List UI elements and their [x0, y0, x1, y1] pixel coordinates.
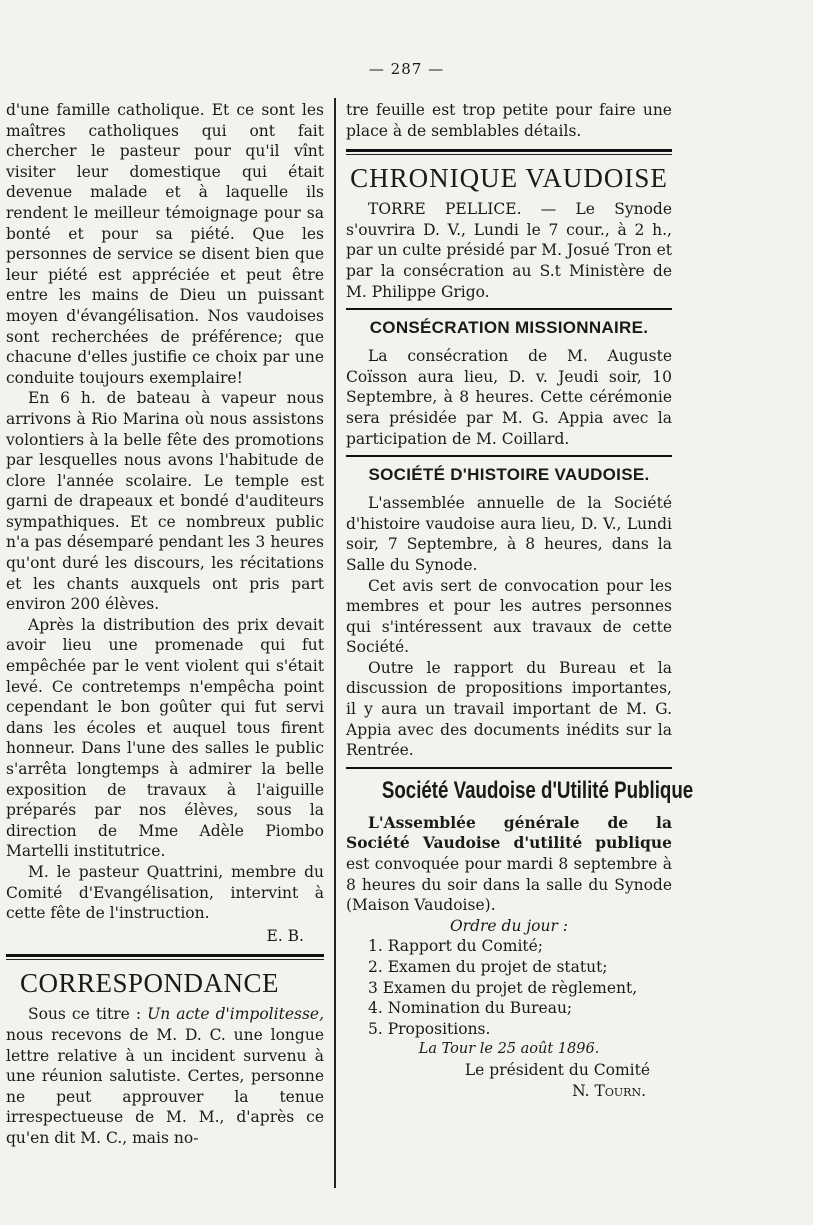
correspondance-text [6, 1004, 324, 1148]
correspondance-intro: Sous ce titre : [28, 1005, 148, 1024]
correspondance-title: Un acte d'impolitesse, [147, 1005, 325, 1024]
correspondance-body: nous recevons de M. D. C. une longue lettre relative à un incident survenu à une réunion salutiste. Certes, personne ne peut approuver la tenue irrespectueuse de M. M., d'après ce qu'en dit M. C., mais no- [6, 1025, 324, 1147]
order-item: 3 Examen du projet de règlement, [368, 978, 638, 997]
section-rule-thin [6, 959, 324, 960]
chronique-heading: CHRONIQUE VAUDOISE [350, 163, 668, 194]
utilite-body: est convoquée pour mardi 8 septembre à 8 heures du soir dans la salle du Synode (Maison Vaudoise). [346, 855, 672, 915]
order-item: 5. Propositions. [368, 1019, 491, 1038]
left-column [6, 100, 324, 1149]
article-paragraph-1: d'une famille catholique. Et ce sont les maîtres catholiques qui ont fait chercher le pasteur pour qu'il vînt visiter leur domestique qui était devenue malade et à laquelle ils rendent le meilleur témoignage pour sa bonté et pour sa piété. Que les personnes de service se disent bien que leur piété est appréciée et peut être entre les mains de Dieu un puissant moyen d'évangélisation. Nos vaudoises sont recherchées de préférence; que chacune d'elles justifie ce choix par une conduite toujours exemplaire! [6, 101, 324, 387]
page-number: — 287 — [368, 60, 445, 78]
chronique-text: TORRE PELLICE. — Le Synode s'ouvrira D. V., Lundi le 7 cour., à 2 h., par un culte présidé par M. Josué Tron et par la consécration au S.t Ministère de M. Philippe Grigo. [346, 200, 672, 301]
order-item: 2. Examen du projet de statut; [368, 958, 608, 976]
right-column [346, 100, 694, 1101]
article-paragraph-3: Après la distribution des prix devait avoir lieu une promenade qui fut empêchée par le vent violent qui s'était levé. Ce contretemps n'empêcha point cependant le bon goûter qui fut servi dans les écoles et auquel tous firent honneur. Dans l'une des salles le public s'arrêta longtemps à admirer la belle exposition de travaux à l'aiguille préparés par nos élèves, sous la direction de Mme Adèle Piombo Martelli institutrice. [6, 615, 324, 861]
correspondance-heading: CORRESPONDANCE [20, 968, 280, 999]
histoire-rule [346, 455, 672, 457]
section-rule-thick [6, 954, 324, 957]
utilite-text [346, 813, 672, 916]
president-name: N. Tourn. [572, 1081, 646, 1100]
article-paragraph-2: En 6 h. de bateau à vapeur nous arrivons à Rio Marina où nous assistons volontiers à la belle fête des promotions par lesquelles nous avons l'habitude de clore l'année scolaire. Le temple est garni de drapeaux et bondé d'auditeurs sympathiques. Et ce nombreux public n'a pas désemparé pendant les 3 heures qu'ont duré les discours, les récitations et les chants auxquels ont pris part environ 200 élèves. [6, 389, 324, 614]
consecration-text: La consécration de M. Auguste Coïsson aura lieu, D. v. Jeudi soir, 10 Septembre, à 8 heures. Cette cérémonie sera présidée par M. G. Appia avec la participation de M. Coillard. [346, 347, 672, 448]
histoire-paragraph-3: Outre le rapport du Bureau et la discussion de propositions importantes, il y aura un travail important de M. G. Appia avec des documents inédits sur la Rentrée. [346, 658, 672, 760]
histoire-heading: SOCIÉTÉ D'HISTOIRE VAUDOISE. [368, 465, 650, 485]
order-item: 1. Rapport du Comité; [368, 937, 544, 956]
utilite-heading: Société Vaudoise d'Utilité Publique [381, 776, 694, 804]
histoire-paragraph-2: Cet avis sert de convocation pour les membres et pour les autres personnes qui s'intéressent aux travaux de cette Société. [346, 576, 672, 657]
article-paragraph-4: M. le pasteur Quattrini, membre du Comité d'Evangélisation, intervint à cette fête de l'instruction. [6, 862, 324, 923]
order-item: 4. Nomination du Bureau; [368, 999, 573, 1018]
article-signature: E. B. [266, 926, 304, 945]
column-divider [334, 98, 336, 1188]
utilite-rule [346, 767, 672, 769]
chronique-rule-top [346, 149, 672, 152]
chronique-rule-thin [346, 154, 672, 155]
utilite-bold-text: L'Assemblée générale de la Société Vaudoise d'utilité publique [346, 812, 672, 853]
histoire-paragraph-1: L'assemblée annuelle de la Société d'histoire vaudoise aura lieu, D. V., Lundi soir, 7 Septembre, à 8 heures, dans la Salle du Synode. [346, 494, 672, 574]
continuation-text: tre feuille est trop petite pour faire une place à de semblables détails. [346, 101, 672, 140]
consecration-heading: CONSÉCRATION MISSIONNAIRE. [369, 318, 649, 338]
consecration-rule [346, 308, 672, 310]
order-title: Ordre du jour : [449, 916, 569, 935]
notice-date: La Tour le 25 août 1896. [418, 1041, 600, 1058]
president-title: Le président du Comité [464, 1060, 650, 1079]
